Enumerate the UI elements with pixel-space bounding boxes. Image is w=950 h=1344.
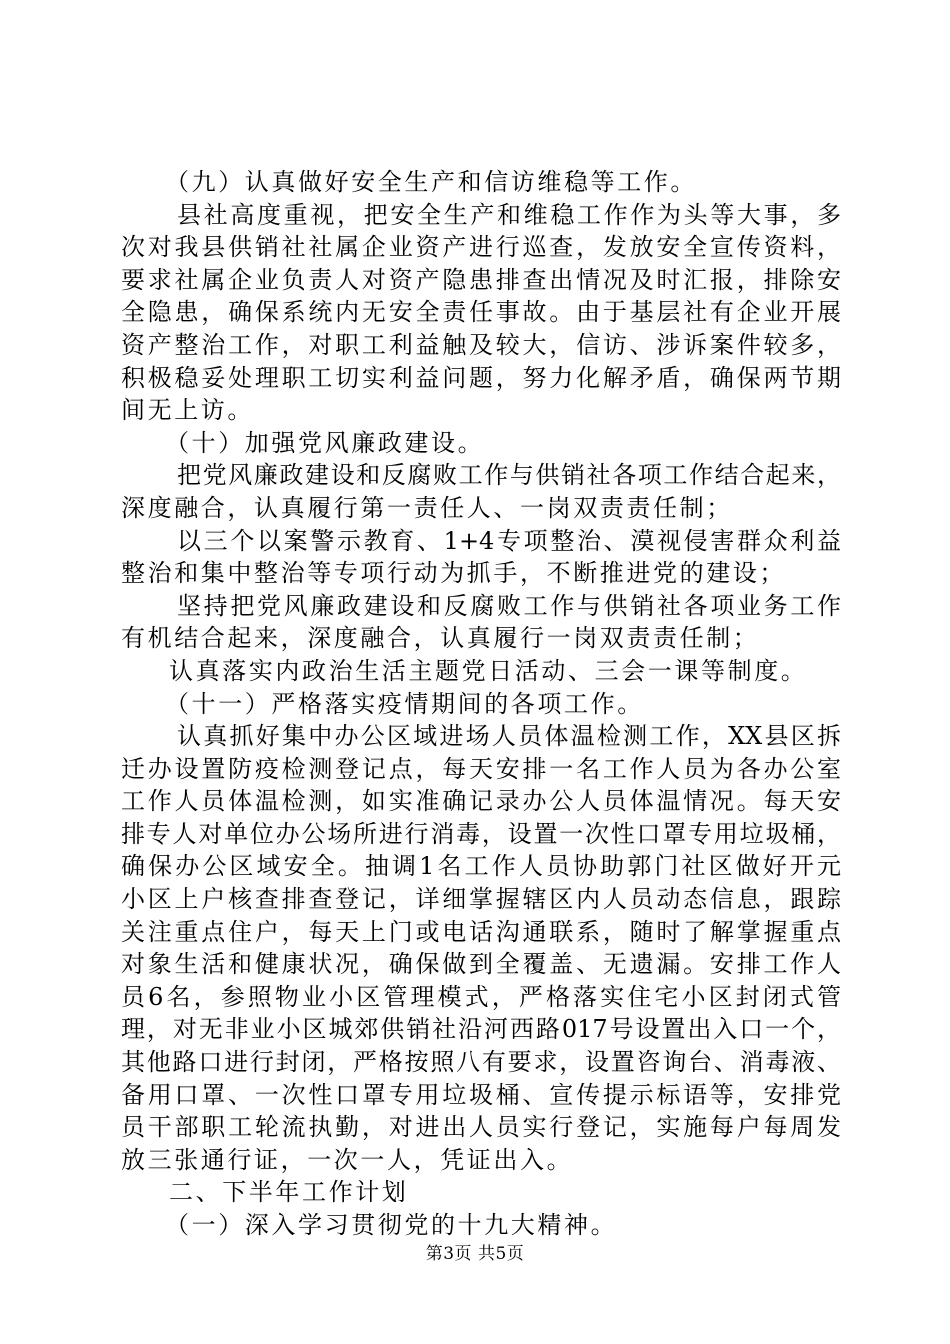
text-line: 要求社属企业负责人对资产隐患排查出情况及时汇报，排除安 [121, 265, 841, 294]
text-line: 员干部职工轮流执勤，对进出人员实行登记，实施每户每周发 [121, 1113, 841, 1142]
text-line: 全隐患，确保系统内无安全责任事故。由于基层社有企业开展 [121, 298, 841, 327]
text-line: 整治和集中整治等专项行动为抓手，不断推进党的建设； [121, 559, 786, 588]
text-line: 次对我县供销社社属企业资产进行巡查，发放安全宣传资料， [121, 233, 841, 262]
text-line: 工作人员体温检测，如实准确记录办公人员体温情况。每天安 [121, 787, 841, 816]
text-line: 资产整治工作，对职工利益触及较大，信访、涉诉案件较多， [121, 330, 841, 359]
text-line: 把党风廉政建设和反腐败工作与供销社各项工作结合起来， [177, 461, 841, 490]
page-footer: 第3页 共5页 [425, 1244, 525, 1264]
text-line: 关注重点住户，每天上门或电话沟通联系，随时了解掌握重点 [121, 917, 841, 946]
text-line: 备用口罩、一次性口罩专用垃圾桶、宣传提示标语等，安排党 [121, 1080, 841, 1109]
text-line: 理，对无非业小区城郊供销社沿河西路017号设置出入口一个， [121, 1015, 841, 1044]
text-line: 有机结合起来，深度融合，认真履行一岗双责责任制； [121, 624, 760, 653]
text-line: 认真抓好集中办公区域进场人员体温检测工作，XX县区拆 [177, 722, 841, 751]
text-line: 小区上户核查排查登记，详细掌握辖区内人员动态信息，跟踪 [121, 885, 841, 914]
document-body [121, 166, 841, 1242]
text-line: 员6名，参照物业小区管理模式，严格落实住宅小区封闭式管 [121, 982, 841, 1011]
text-line: 迁办设置防疫检测登记点，每天安排一名工作人员为各办公室 [121, 754, 841, 783]
text-line: 以三个以案警示教育、1+4专项整治、漠视侵害群众利益 [177, 526, 841, 555]
text-line: 放三张通行证，一次一人，凭证出入。 [121, 1145, 574, 1174]
text-line: （一）深入学习贯彻党的十九大精神。 [165, 1211, 618, 1239]
text-line: 县社高度重视，把安全生产和维稳工作作为头等大事，多 [177, 200, 841, 229]
text-line: 其他路口进行封闭，严格按照八有要求，设置咨询台、消毒液、 [121, 1048, 841, 1077]
text-line: 排专人对单位办公场所进行消毒，设置一次性口罩专用垃圾桶， [121, 819, 841, 848]
text-line: 坚持把党风廉政建设和反腐败工作与供销社各项业务工作 [177, 591, 841, 620]
text-line: （十）加强党风廉政建设。 [165, 428, 485, 457]
text-line: 二、下半年工作计划 [169, 1178, 409, 1207]
text-line: 认真落实内政治生活主题党日活动、三会一课等制度。 [169, 656, 808, 685]
text-line: 对象生活和健康状况，确保做到全覆盖、无遗漏。安排工作人 [121, 950, 841, 979]
text-line: 确保办公区域安全。抽调1名工作人员协助郭门社区做好开元 [121, 852, 841, 881]
text-line: 间无上访。 [121, 396, 254, 425]
text-line: （九）认真做好安全生产和信访维稳等工作。 [165, 168, 697, 196]
text-line: 深度融合，认真履行第一责任人、一岗双责责任制； [121, 493, 733, 522]
text-line: （十一）严格落实疫情期间的各项工作。 [165, 689, 644, 718]
text-line: 积极稳妥处理职工切实利益问题，努力化解矛盾，确保两节期 [121, 363, 841, 392]
